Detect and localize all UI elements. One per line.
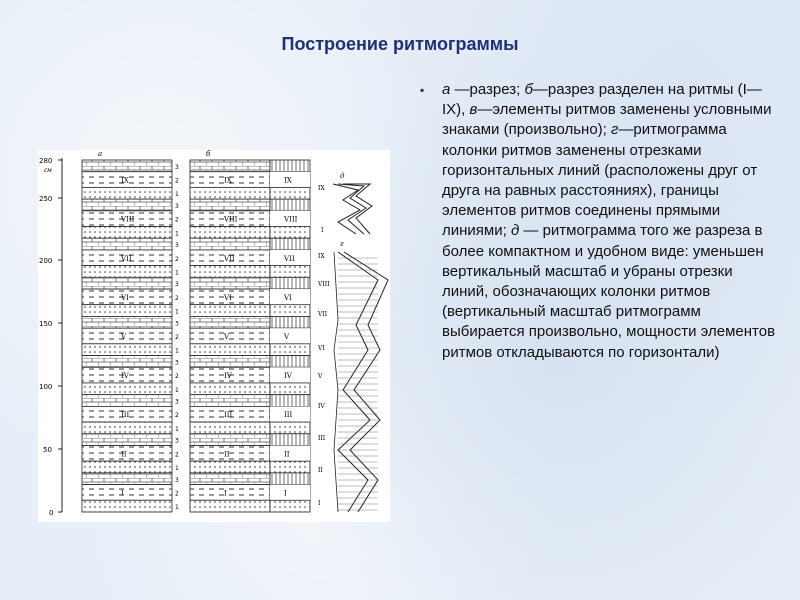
layer-fill [82,160,172,172]
scale-label-0: 0 [49,509,54,517]
layer-fill [270,187,310,199]
description-text [420,80,780,363]
element-label: 2 [175,216,179,224]
layer-fill [190,383,270,395]
rhythm-label: IX [318,253,325,260]
rhythm-label: IX [284,176,292,185]
layer-fill [270,316,310,328]
element-label: 3 [175,359,179,367]
layer-fill [270,383,310,395]
section-column-v [270,160,310,512]
layer-fill [190,446,270,462]
rhythm-label: I [284,489,287,498]
rhythm-label: IX [121,176,129,185]
layer-fill [190,395,270,407]
layer-fill [190,434,270,446]
element-label: 1 [175,425,179,433]
scale-unit: см [44,167,52,174]
layer-fill [190,356,270,368]
rhythm-label: III [318,435,326,442]
layer-fill [190,187,270,199]
scale-label-50: 50 [43,446,52,454]
layer-fill [270,461,310,473]
layer-fill [270,328,310,344]
element-label: 1 [175,308,179,316]
layer-fill [270,485,310,501]
scale-label-150: 150 [39,320,53,328]
layer-fill [190,328,270,344]
layer-fill [190,226,270,238]
layer-fill [82,446,172,462]
rhythm-label: VII [224,254,235,263]
layer-fill [190,500,270,512]
layer-fill [270,434,310,446]
layer-fill [270,422,310,434]
layer-fill [82,383,172,395]
rhythm-label: VIII [284,215,298,224]
layer-fill [270,500,310,512]
element-label: 3 [175,163,179,171]
rhythm-label: VII [121,254,132,263]
element-label: 1 [175,230,179,238]
layer-fill [190,277,270,289]
element-label: 1 [175,386,179,394]
element-label: 1 [175,504,179,512]
rhythm-label: I [224,489,227,498]
rhythm-label: VI [121,293,129,302]
layer-fill [82,266,172,278]
layer-fill [82,305,172,317]
layer-fill [82,226,172,238]
rhythm-label: VI [318,345,325,352]
rhythm-label: VI [284,293,292,302]
layer-fill [82,328,172,344]
element-label: 3 [175,320,179,328]
rhythm-label: VI [224,293,232,302]
element-label: 1 [175,347,179,355]
layer-fill [82,500,172,512]
element-label: 2 [175,294,179,302]
rhythm-label: V [318,373,323,380]
layer-fill [190,344,270,356]
layer-fill [82,485,172,501]
depth-scale [39,157,62,517]
rhythmogram-axis [334,252,338,512]
layer-fill [270,473,310,485]
layer-fill [270,199,310,211]
rhythm-label: V [224,333,230,341]
layer-fill [82,199,172,211]
layer-fill [82,277,172,289]
layer-fill [270,344,310,356]
scale-label-100: 100 [39,383,53,391]
rhythm-labels-b [175,164,179,511]
element-label: 2 [175,490,179,498]
rhythmogram-drawing [38,150,390,522]
scale-label-200: 200 [39,257,53,265]
element-label: 2 [175,451,179,459]
col-label-b: б [206,150,211,158]
rhythm-label: I [321,227,324,234]
layer-fill [82,187,172,199]
layer-fill [270,160,310,172]
layer-fill [190,238,270,250]
layer-fill [270,226,310,238]
rhythm-label: V [284,333,290,341]
rhythm-label: I [318,500,321,507]
rhythm-label: VII [318,311,328,318]
layer-fill [190,461,270,473]
layer-fill [270,356,310,368]
element-label: 2 [175,412,179,420]
element-label: 2 [175,177,179,185]
layer-fill [270,238,310,250]
layer-fill [190,160,270,172]
layer-fill [190,316,270,328]
section-column-b [190,160,270,512]
bullet-icon: ▪ [420,83,425,97]
layer-fill [270,277,310,289]
element-label: 1 [175,269,179,277]
rhythmogram-g [317,252,388,512]
slide-title: Построение ритмограммы [281,34,519,54]
col-label-d: д [340,172,345,180]
layer-fill [270,305,310,317]
rhythm-label: II [224,450,230,459]
layer-fill [190,485,270,501]
layer-fill [190,422,270,434]
rhythm-label: III [121,411,130,420]
rhythm-label: VIII [224,215,238,224]
layer-fill [82,316,172,328]
layer-fill [190,305,270,317]
element-label: 3 [175,242,179,250]
layer-fill [82,461,172,473]
rhythm-label: II [121,450,127,459]
section-column-a [82,160,172,512]
scale-label-250: 250 [39,195,53,203]
layer-fill [270,266,310,278]
element-label: 3 [175,398,179,406]
element-label: 3 [175,202,179,210]
layer-fill [190,266,270,278]
rhythm-label: IV [224,372,232,381]
layer-fill [82,473,172,485]
element-label: 3 [175,281,179,289]
rhythm-label: IX [318,185,325,192]
rhythm-label: VIII [318,281,330,288]
rhythm-label: III [284,411,293,420]
rhythm-label: V [121,333,127,341]
element-label: 2 [175,373,179,381]
element-label: 3 [175,437,179,445]
element-label: 1 [175,465,179,473]
rhythm-label: IV [121,372,129,381]
scale-label-280: 280 [39,157,53,165]
layer-fill [82,238,172,250]
col-label-g: г [340,240,344,248]
rhythm-label: IX [224,176,232,185]
rhythm-label: IV [284,372,292,381]
layer-fill [270,446,310,462]
layer-fill [82,395,172,407]
layer-fill [82,434,172,446]
layer-fill [270,395,310,407]
rhythmogram-d [318,184,372,234]
rhythm-label: VIII [121,215,135,224]
layer-fill [190,199,270,211]
element-label: 2 [175,334,179,341]
rhythmogram-figure [38,150,390,522]
rhythm-label: VII [284,254,295,263]
layer-fill [190,473,270,485]
rhythm-label: II [284,450,290,459]
rhythm-label: I [121,489,124,498]
rhythm-label: II [318,467,323,474]
layer-fill [82,356,172,368]
description-paragraph: а —разрез; б—разрез разделен на ритмы (I—IX), в—элементы ритмов заменены условными знаками (произвольно); г—ритмограмма колонки ритмов заменены отрезками горизонтальных линий (расположены друг от друга на равных расстояниях), границы элементов ритмов соединены прямыми линиями; д — ритмограмма того же разреза в более компактном и удобном виде: уменьшен вертикальный масштаб и убраны отрезки линий, обозначающих колонки ритмов (вертикальный масштаб ритмограмм выбирается произвольно, мощности элементов ритмов откладываются по горизонтали) [442,81,776,361]
element-label: 2 [175,255,179,263]
layer-fill [82,344,172,356]
layer-fill [82,422,172,434]
col-label-a: а [98,150,103,158]
element-label: 3 [175,476,179,484]
element-label: 1 [175,191,179,199]
rhythm-label: IV [318,403,325,410]
rhythmogram-line [344,252,388,512]
rhythm-label: III [224,411,233,420]
